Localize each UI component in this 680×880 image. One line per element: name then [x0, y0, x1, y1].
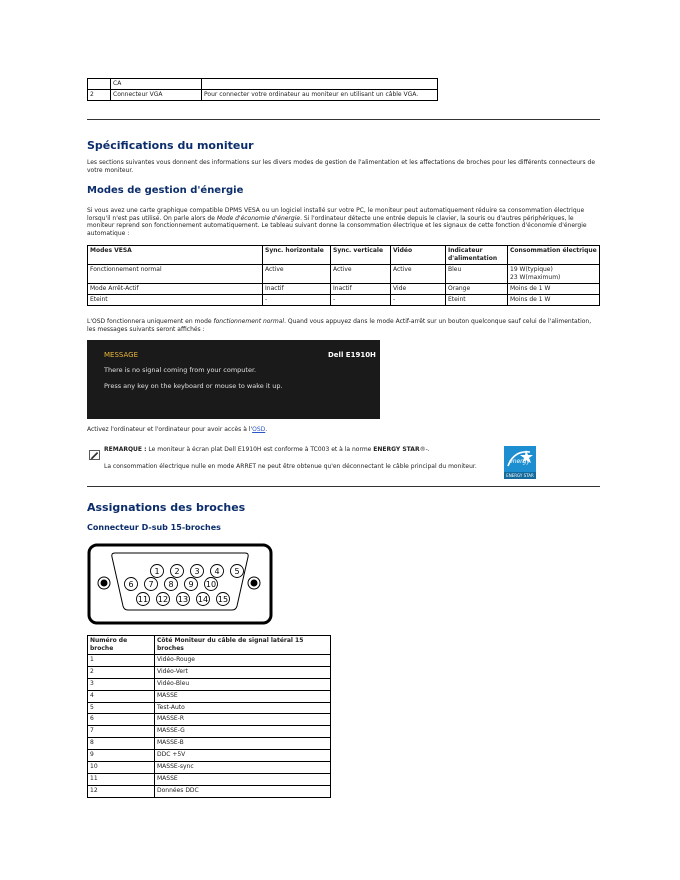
cell: Mode Arrêt-Actif	[88, 284, 263, 295]
section-title-pins: Assignations des broches	[87, 501, 246, 514]
dsub-connector-diagram	[87, 543, 273, 625]
interface-table	[87, 78, 438, 101]
connector-pin-label: 4	[214, 567, 220, 576]
energy-star-logo	[504, 446, 536, 479]
power-intro-a: Si vous avez une carte graphique compatible DPMS VESA ou un logiciel installé sur votre PC, le moniteur peut automatiquement réduire sa consommation électrique lorsqu'il n'est pas utilisé. On parle alors de	[87, 207, 585, 222]
cell: -	[263, 295, 331, 306]
cell	[508, 265, 600, 284]
connector-pin-label: 13	[177, 595, 189, 604]
cell: Active	[263, 265, 331, 284]
table-header-row	[88, 246, 600, 265]
cell: Inactif	[263, 284, 331, 295]
connector-pin-label: 7	[148, 580, 154, 589]
col-vesa: Modes VESA	[88, 246, 263, 265]
osd-message-box	[87, 340, 380, 419]
table-row	[88, 726, 331, 738]
osd-model: Dell E1910H	[328, 351, 376, 359]
col-video: Vidéo	[391, 246, 446, 265]
table-row	[88, 702, 331, 714]
cell-pin-number: 11	[88, 773, 155, 785]
cell: Bleu	[446, 265, 508, 284]
connector-pin-label: 2	[174, 567, 180, 576]
table-header-row	[88, 636, 331, 655]
cell-name: CA	[111, 79, 202, 90]
cell-pin-signal: DDC +5V	[155, 750, 331, 762]
table-row	[88, 655, 331, 667]
mount-hole-right-center	[251, 580, 258, 587]
cell-desc	[202, 79, 438, 90]
cell-pin-signal: MASSE	[155, 690, 331, 702]
note-text-a: Le moniteur à écran plat Dell E1910H est conforme à TC003 et à la norme	[146, 446, 374, 453]
connector-pin-label: 6	[128, 580, 134, 589]
cell-pin-signal: Test-Auto	[155, 702, 331, 714]
activate-text-a: Activez l'ordinateur et l'ordinateur pour avoir accès à l'	[87, 426, 253, 433]
cell: Fonctionnement normal	[88, 265, 263, 284]
table-row	[88, 785, 331, 797]
osd-note-a: L'OSD fonctionnera uniquement en mode	[87, 318, 214, 325]
cell: Inactif	[331, 284, 391, 295]
col-indicator: Indicateur d'alimentation	[446, 246, 508, 265]
table-row	[88, 79, 438, 90]
cell-pin-signal: MASSE-G	[155, 726, 331, 738]
cell-pin-number: 10	[88, 762, 155, 774]
connector-pin-label: 10	[205, 580, 217, 589]
osd-note	[87, 318, 600, 333]
cell: Moins de 1 W	[508, 295, 600, 306]
cell: Orange	[446, 284, 508, 295]
cell-pin-signal: Données DDC	[155, 785, 331, 797]
power-intro-b: . Si l'ordinateur détecte une entrée depuis le clavier, la souris ou d'autres périphériques, le moniteur reprend son fonctionnement automatiquement. Le tableau suivant donne la consommation électrique et les signaux de cette fonction d'économie d'énergie automatique :	[87, 214, 587, 237]
connector-pin-label: 9	[188, 580, 194, 589]
cell-num: 2	[88, 90, 111, 101]
cell: Active	[331, 265, 391, 284]
note-label: REMARQUE :	[104, 446, 147, 453]
table-row	[88, 678, 331, 690]
cell-pin-signal: MASSE	[155, 773, 331, 785]
table-row	[88, 265, 600, 284]
cell-pin-number: 6	[88, 714, 155, 726]
table-row	[88, 690, 331, 702]
activate-text	[87, 426, 487, 434]
cell-pin-number: 4	[88, 690, 155, 702]
mount-hole-left-center	[101, 580, 108, 587]
connector-pin-label: 14	[197, 595, 209, 604]
activate-text-end: .	[265, 426, 268, 433]
connector-pin-label: 3	[194, 567, 200, 576]
cell-num	[88, 79, 111, 90]
cell-pin-signal: MASSE-B	[155, 738, 331, 750]
osd-line-2: Press any key on the keyboard or mouse to wake it up.	[104, 382, 283, 390]
divider	[87, 119, 600, 120]
col-pin-signal: Côté Moniteur du câble de signal latéral 15 broches	[155, 636, 331, 655]
power-intro-em: Mode d'économie d'énergie	[216, 214, 301, 222]
svg-text:energy: energy	[509, 458, 531, 465]
cell: Vide	[391, 284, 446, 295]
table-row	[88, 284, 600, 295]
osd-link[interactable]: OSD	[252, 426, 266, 433]
col-hsync: Sync. horizontale	[263, 246, 331, 265]
pin-assignment-table	[87, 635, 331, 798]
cell-pin-number: 9	[88, 750, 155, 762]
table-row	[88, 762, 331, 774]
connector-pin-label: 5	[234, 567, 240, 576]
connector-pin-label: 12	[157, 595, 169, 604]
osd-header: MESSAGE	[104, 351, 138, 359]
cell-pin-signal: Vidéo-Bleu	[155, 678, 331, 690]
section-title-power: Modes de gestion d'énergie	[87, 185, 244, 196]
cell: Eteint	[446, 295, 508, 306]
table-row	[88, 738, 331, 750]
note-bold: ENERGY STAR	[373, 446, 420, 453]
cell-pin-signal: Vidéo-Vert	[155, 666, 331, 678]
cell-pin-number: 5	[88, 702, 155, 714]
connector-pin-label: 1	[154, 567, 160, 576]
specs-intro: Les sections suivantes vous donnent des informations sur les divers modes de gestion de l'alimentation et les affectations de broches pour les différents connecteurs de votre moniteur.	[87, 159, 596, 174]
cell: Active	[391, 265, 446, 284]
cell: Eteint	[88, 295, 263, 306]
divider	[87, 486, 600, 487]
cell-name: Connecteur VGA	[111, 90, 202, 101]
cell: Moins de 1 W	[508, 284, 600, 295]
cell-desc: Pour connecter votre ordinateur au moniteur en utilisant un câble VGA.	[202, 90, 438, 101]
cell-pin-number: 7	[88, 726, 155, 738]
cell-pin-signal: Vidéo-Rouge	[155, 655, 331, 667]
section-title-specs: Spécifications du moniteur	[87, 139, 254, 152]
cell-pin-number: 8	[88, 738, 155, 750]
note-line-1	[104, 446, 494, 454]
table-row	[88, 773, 331, 785]
power-intro	[87, 207, 600, 237]
osd-line-1: There is no signal coming from your computer.	[104, 366, 257, 374]
cell-line: 19 W(typique)	[510, 266, 553, 273]
note-icon	[89, 445, 100, 455]
cell-line: 23 W(maximum)	[510, 274, 561, 281]
connector-pin-label: 15	[217, 595, 229, 604]
col-pin-number: Numéro de broche	[88, 636, 155, 655]
subsection-title-dsub: Connecteur D-sub 15-broches	[87, 523, 221, 532]
col-consumption: Consommation électrique	[508, 246, 600, 265]
note-line-2: La consommation électrique nulle en mode ARRET ne peut être obtenue qu'en déconnectant le câble principal du moniteur.	[104, 463, 477, 470]
table-row	[88, 90, 438, 101]
cell-pin-number: 3	[88, 678, 155, 690]
connector-pin-label: 8	[168, 580, 174, 589]
cell-pin-number: 1	[88, 655, 155, 667]
cell-pin-signal: MASSE-sync	[155, 762, 331, 774]
pin-table-body	[88, 655, 331, 798]
osd-note-em: fonctionnement normal	[213, 318, 285, 325]
cell-pin-number: 2	[88, 666, 155, 678]
osd-note-b: . Quand vous appuyez dans le mode Actif-arrêt sur un bouton quelconque sauf celui de l'alimentation, les messages suivants seront affichés :	[87, 318, 592, 333]
connector-pin-label: 11	[137, 595, 149, 604]
cell-pin-number: 12	[88, 785, 155, 797]
cell: -	[391, 295, 446, 306]
cell-pin-signal: MASSE-R	[155, 714, 331, 726]
table-row	[88, 666, 331, 678]
table-row	[88, 714, 331, 726]
power-modes-table	[87, 245, 600, 306]
note-text-b: ®-.	[419, 446, 430, 453]
table-row	[88, 750, 331, 762]
table-row	[88, 295, 600, 306]
energy-star-label: ENERGY STAR	[504, 472, 536, 479]
col-vsync: Sync. verticale	[331, 246, 391, 265]
cell: -	[331, 295, 391, 306]
